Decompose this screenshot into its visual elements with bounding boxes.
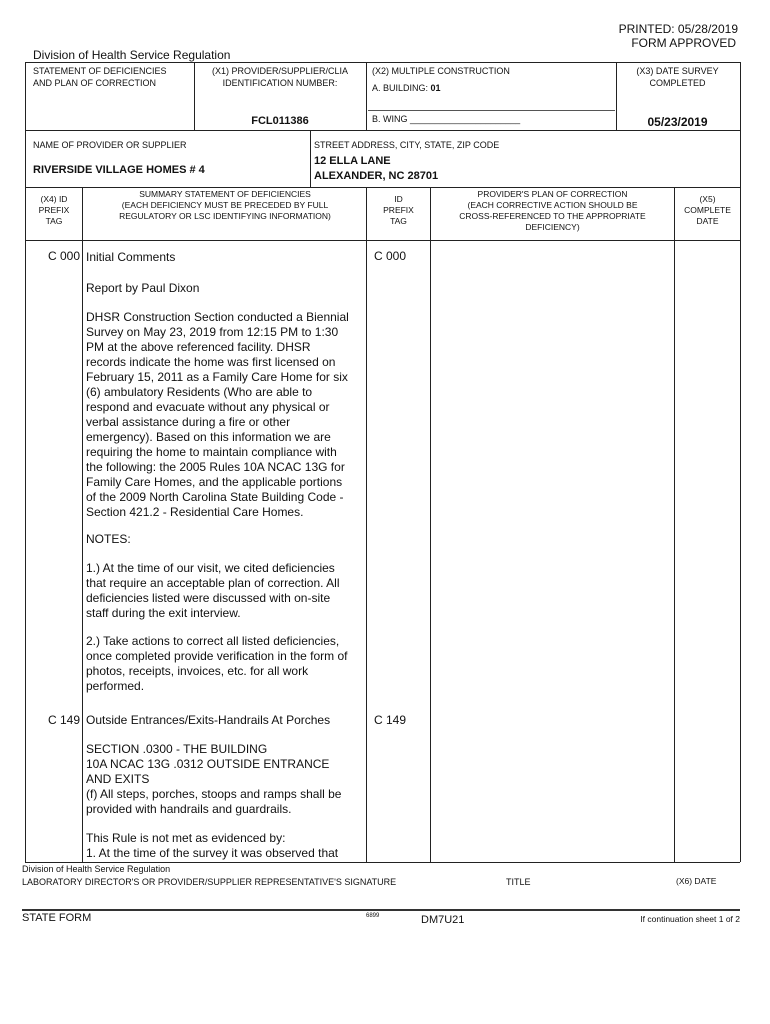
building-label: A. BUILDING: — [372, 83, 429, 93]
form-number: 6899 — [366, 913, 380, 919]
title-label: TITLE — [506, 877, 531, 887]
col-x5-header: (X5) COMPLETE DATE — [684, 194, 731, 226]
entry-paragraph: This Rule is not met as evidenced by: 1. At the time of the survey it was observed that — [86, 831, 339, 860]
x2-label: (X2) MULTIPLE CONSTRUCTION — [372, 66, 510, 76]
entry-id-tag: C 000 — [374, 249, 407, 263]
entry-paragraph: Outside Entrances/Exits-Handrails At Porches — [86, 713, 331, 727]
event-id: DM7U21 — [421, 914, 465, 926]
col-id-header: ID PREFIX TAG — [383, 194, 414, 226]
statement-label: STATEMENT OF DEFICIENCIES AND PLAN OF CORRECTION — [33, 66, 167, 88]
x6-date-label: (X6) DATE — [676, 876, 717, 886]
entry-tag: C 000 — [47, 249, 80, 263]
x3-label: (X3) DATE SURVEY COMPLETED — [636, 66, 719, 88]
form-approved: FORM APPROVED — [631, 36, 736, 50]
address-line1: 12 ELLA LANE — [314, 155, 391, 167]
footer-division: Division of Health Service Regulation — [22, 864, 171, 874]
entry-paragraph: 1.) At the time of our visit, we cited deficiencies that require an acceptable plan of correction. All deficiencies listed were discussed with on-site staff during the exit interview. — [86, 561, 340, 620]
entry-paragraph: NOTES: — [86, 532, 131, 546]
col-x4-header: (X4) ID PREFIX TAG — [38, 194, 70, 226]
address-label: STREET ADDRESS, CITY, STATE, ZIP CODE — [314, 140, 500, 150]
entry-paragraph: 2.) Take actions to correct all listed deficiencies, once completed provide verification in the form of photos, receipts, invoices, etc. for all work performed. — [86, 634, 348, 693]
entry-paragraph: SECTION .0300 - THE BUILDING 10A NCAC 13G .0312 OUTSIDE ENTRANCE AND EXITS (f) All steps, porches, stoops and ramps shall be provided with handrails and guardrails. — [86, 742, 342, 816]
col-plan-header: PROVIDER'S PLAN OF CORRECTION (EACH CORRECTIVE ACTION SHOULD BE CROSS-REFERENCED TO THE APPROPRIATE DEFICIENCY) — [459, 189, 646, 232]
continuation-sheet: If continuation sheet 1 of 2 — [640, 914, 740, 924]
state-form-label: STATE FORM — [22, 912, 92, 924]
x1-label: (X1) PROVIDER/SUPPLIER/CLIA IDENTIFICATION NUMBER: — [211, 66, 349, 88]
provider-name-label: NAME OF PROVIDER OR SUPPLIER — [33, 140, 187, 150]
entry-tag: C 149 — [47, 713, 80, 727]
x1-value: FCL011386 — [251, 115, 309, 127]
entry-paragraph: DHSR Construction Section conducted a Biennial Survey on May 23, 2019 from 12:15 PM to 1:30 PM at the above referenced facility. DHSR records indicate the home was first licensed on February 15, 2011 as a Family Care Home for six (6) ambulatory Residents (Who are able to respond and evacuate without any physical or verbal assistance during a fire or other emergency). Based on this information we are requiring the home to maintain compliance with the following: the 2005 Rules 10A NCAC 13G for Family Care Homes, and the applicable portions of the 2009 North Carolina State Building Code - Section 421.2 - Residential Care Homes. — [86, 310, 349, 519]
signature-label: LABORATORY DIRECTOR'S OR PROVIDER/SUPPLIER REPRESENTATIVE'S SIGNATURE — [22, 877, 397, 887]
wing-label: B. WING ______________________ — [372, 114, 521, 124]
x3-value: 05/23/2019 — [647, 115, 708, 129]
entry-id-tag: C 149 — [374, 713, 407, 727]
entry-paragraph: Report by Paul Dixon — [86, 281, 200, 295]
division-title: Division of Health Service Regulation — [33, 48, 231, 62]
printed-date: PRINTED: 05/28/2019 — [618, 22, 738, 36]
provider-name: RIVERSIDE VILLAGE HOMES # 4 — [33, 164, 205, 176]
building-line — [372, 82, 441, 94]
building-value: 01 — [430, 83, 441, 93]
col-summary-header: SUMMARY STATEMENT OF DEFICIENCIES (EACH DEFICIENCY MUST BE PRECEDED BY FULL REGULATORY OR LSC IDENTIFYING INFORMATION) — [119, 189, 331, 221]
entry-paragraph: Initial Comments — [86, 250, 176, 264]
address-line2: ALEXANDER, NC 28701 — [314, 170, 439, 182]
